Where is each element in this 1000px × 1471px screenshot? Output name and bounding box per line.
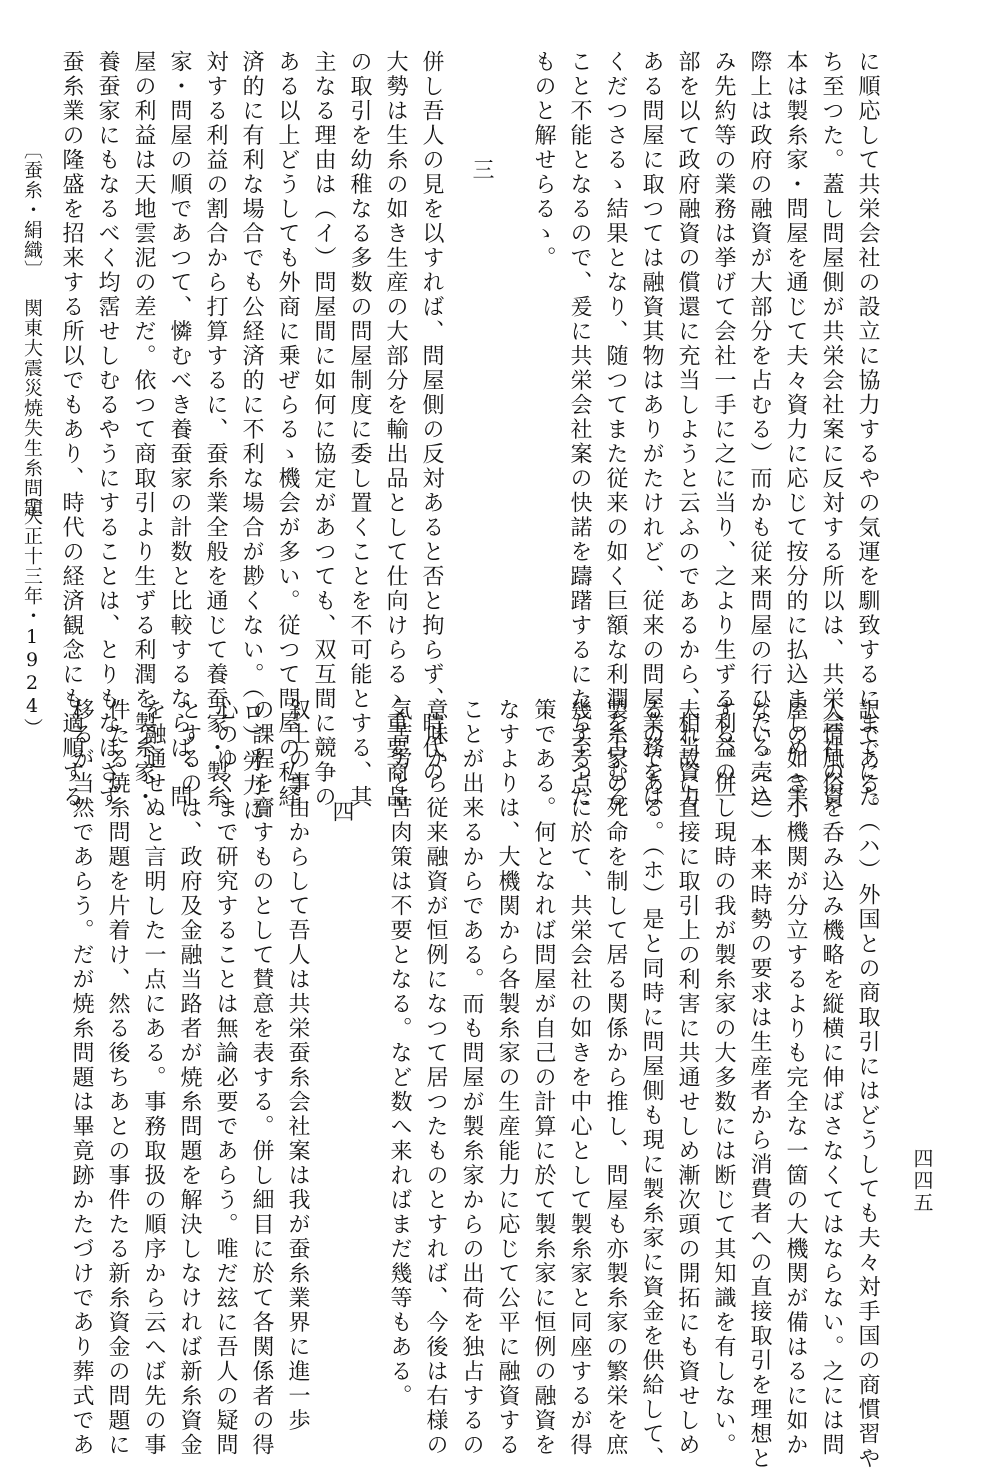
text-line: 主なる理由は（イ）問屋間に如何に協定があつても、双互間に競争の: [311, 50, 336, 810]
text-line: 訳である。（ハ）外国との商取引にはどうしても夫々対手国の商慣習や: [855, 698, 880, 1471]
text-line: 屋の如き小機関が分立するよりも完全な一箇の大機関が備はるに如か: [783, 698, 808, 1458]
text-line: に順応して共栄会社の設立に協力するやの気運を馴致するにまでにた: [855, 50, 880, 810]
text-line: とするのは、政府及金融当路者が焼糸問題を解決しなければ新糸資金: [177, 698, 202, 1458]
text-line: 併し吾人の見を以すれば、問屋側の反対あると否と拘らず、時代の: [419, 50, 444, 785]
text-line: 家・問屋の順であつて、憐むべき養蚕家の計数と比較するならば、問: [167, 50, 192, 810]
text-line: する。併し現時の我が製糸家の大多数には断じて其知識を有しない。: [711, 698, 736, 1458]
text-line: 本は製糸家・問屋を通じて夫々資力に応じて按分的に払込ましめ（実: [783, 50, 808, 810]
text-line: 際上は政府の融資が大部分を占むる）而かも従来問屋の行ひたる売込: [747, 50, 772, 810]
text-line: 対する利益の割合から打算するに、蚕糸業全般を通じて養蚕家・製糸: [203, 50, 228, 810]
text-line: 策である。何となれば問屋が自己の計算に於て製糸家に恒例の融資を: [531, 698, 556, 1458]
text-line: なすよりは、大機関から各製糸家の生産能力に応じて公平に融資する: [495, 698, 520, 1458]
text-line: 部を以て政府融資の償還に充当しようと云ふのであるから、相当資力: [675, 50, 700, 810]
text-line: 人情風俗を呑み込み機略を縦横に伸ばさなくてはならない。之には問: [819, 698, 844, 1458]
section-heading: 四: [329, 800, 354, 822]
text-line: 屋の利益は天地雲泥の差だ。依つて商取引より生ずる利潤を製糸家・: [131, 50, 156, 810]
text-line: を融通せぬと言明した一点にある。事務取扱の順序から云へば先の事: [141, 698, 166, 1458]
text-line: ち至つた。蓋し問屋側が共栄会社案に反対する所以は、共栄会社の資: [819, 50, 844, 810]
text-line: 叙上の事由からして吾人は共栄蚕糸会社案は我が蚕糸業界に進一歩: [285, 698, 310, 1433]
text-line: 蚕糸業の隆盛を招来する所以でもあり、時代の経済観念にも適順する: [59, 50, 84, 810]
text-line: るのである。（ホ）是と同時に問屋側も現に製糸家に資金を供給して、: [639, 698, 664, 1471]
page-number: 四四五: [910, 1148, 934, 1214]
text-line: ものと解せらるゝ。: [531, 50, 556, 271]
text-line: くだつさるゝ結果となり、随つてまた従来の如く巨額な利潤を占むる: [603, 50, 628, 810]
running-head-section: 〔蚕糸・絹織〕: [21, 140, 43, 280]
text-line: ある以上どうしても外商に乗ぜらるゝ機会が多い。従つて問屋の私経: [275, 50, 300, 810]
text-line: ない。（ニ）本来時勢の要求は生産者から消費者への直接取引を理想と: [747, 698, 772, 1471]
running-head-title: 関東大震災焼失生糸問題: [21, 298, 43, 518]
text-line: 移るが当然であらう。だが焼糸問題は畢竟跡かたづけであり葬式であ: [69, 698, 94, 1458]
section-heading: 三: [469, 158, 494, 180]
text-line: 大勢は生糸の如き生産の大部分を輸出品として仕向けらるゝ重要商品: [383, 50, 408, 810]
text-line: み先約等の業務は挙げて会社一手に之に当り、之より生ずる利益の一: [711, 50, 736, 810]
text-line: の取引を幼稚なる多数の問屋制度に委し置くことを不可能とする、其: [347, 50, 372, 810]
text-line: 済的に有利な場合でも公経済的に不利な場合が尠くない。（ロ）労力に: [239, 50, 264, 823]
text-line: 製糸家の死命を制して居る関係から推し、問屋も亦製糸家の繁栄を庶: [603, 698, 628, 1458]
text-line: 件たる焼糸問題を片着け、然る後ちあとの事件たる新糸資金の問題に: [105, 698, 130, 1458]
running-head-era: （大正十三年・1924）: [21, 486, 43, 738]
text-line: 心のゆくまで研究することは無論必要であらう。唯だ玆に吾人の疑問: [213, 698, 238, 1458]
text-line: 夫れ故に直接に取引上の利害に共通せしめ漸次頭の開拓にも資せしめ: [675, 698, 700, 1458]
text-line: 気苦労と苦肉策は不要となる。など数へ来ればまだ幾等もある。: [387, 698, 412, 1409]
text-line: 意味から従来融資が恒例になつて居つたものとすれば、今後は右様の: [423, 698, 448, 1458]
text-line: ある問屋に取つては融資其物はありがたけれど、従来の問屋業務をは: [639, 50, 664, 810]
text-line: ことが出来るからである。而も問屋が製糸家からの出荷を独占するの: [459, 698, 484, 1458]
text-line: こと不能となるので、爰に共栄会社案の快諾を躊躇するにたち至つた: [567, 50, 592, 810]
text-line: 養蚕家にもなるべく均霑せしむるやうにすることは、とりもなほさず: [95, 50, 120, 810]
text-line: の課程を齎すものとして賛意を表する。併し細目に於て各関係者の得: [249, 698, 274, 1458]
text-line: 幾する点に於て、共栄会社の如きを中心として製糸家と同座するが得: [567, 698, 592, 1458]
